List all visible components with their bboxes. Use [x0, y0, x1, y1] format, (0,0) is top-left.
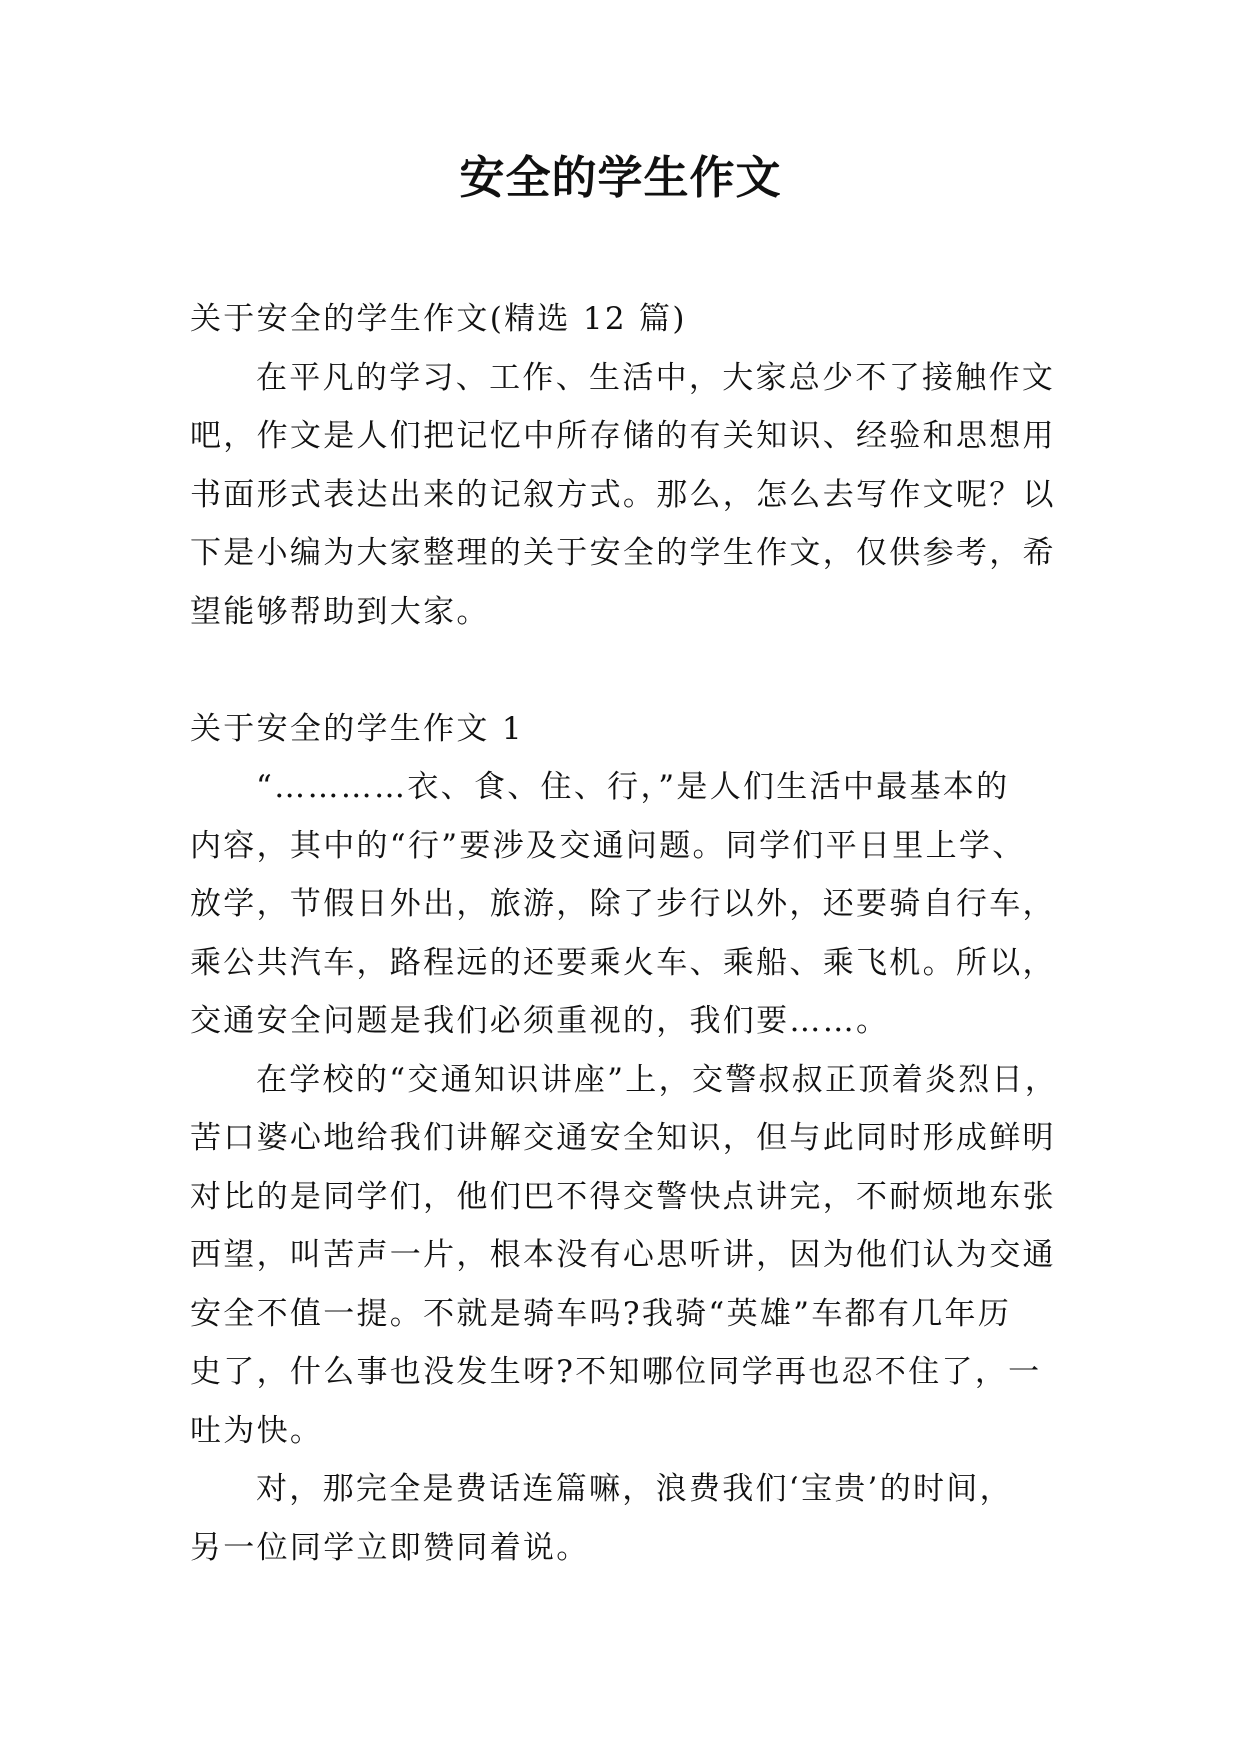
section-heading: 关于安全的学生作文 1 — [190, 710, 524, 747]
text-line: 吐为快。 — [190, 1412, 324, 1449]
text-line: 另一位同学立即赞同着说。 — [190, 1529, 590, 1566]
text-line: “…………衣、食、住、行，”是人们生活中最基本的 — [256, 769, 1010, 805]
text-line: 放学，节假日外出，旅游，除了步行以外，还要骑自行车， — [190, 886, 1056, 922]
text-line: 对比的是同学们，他们巴不得交警快点讲完，不耐烦地东张 — [190, 1178, 1056, 1215]
text-line: 对，那完全是费话连篇嘛，浪费我们‘宝贵’的时间， — [256, 1471, 1013, 1507]
paragraph-2 — [190, 1051, 1065, 1461]
intro-paragraph — [190, 349, 1065, 642]
text-line: 乘公共汽车，路程远的还要乘火车、乘船、乘飞机。所以， — [190, 944, 1056, 981]
text-line: 下是小编为大家整理的关于安全的学生作文，仅供参考，希 — [190, 535, 1056, 571]
paragraph-3 — [190, 1460, 1065, 1577]
text-line: 安全不值一提。不就是骑车吗?我骑“英雄”车都有几年历 — [190, 1295, 1012, 1332]
document-body — [190, 290, 1065, 1577]
document-title: 安全的学生作文 — [459, 151, 782, 204]
text-line: 史了，什么事也没发生呀?不知哪位同学再也忍不住了，一 — [190, 1354, 1042, 1390]
text-line: 在平凡的学习、工作、生活中，大家总少不了接触作文 — [256, 359, 1056, 396]
text-line: 苦口婆心地给我们讲解交通安全知识，但与此同时形成鲜明 — [190, 1120, 1056, 1156]
text-line: 书面形式表达出来的记叙方式。那么，怎么去写作文呢？以 — [190, 476, 1056, 513]
text-line: 吧，作文是人们把记忆中所存储的有关知识、经验和思想用 — [190, 418, 1056, 454]
text-line: 望能够帮助到大家。 — [190, 593, 490, 630]
text-line: 内容，其中的“行”要涉及交通问题。同学们平日里上学、 — [190, 827, 1026, 864]
text-line: 西望，叫苦声一片，根本没有心思听讲，因为他们认为交通 — [190, 1237, 1056, 1273]
paragraph-1 — [190, 758, 1065, 1051]
section-spacer — [190, 641, 1065, 700]
text-line: 在学校的“交通知识讲座”上，交警叔叔正顶着炎烈日， — [256, 1061, 1059, 1098]
text-line: 交通安全问题是我们必须重视的，我们要……。 — [190, 1003, 890, 1039]
subtitle: 关于安全的学生作文(精选 12 篇) — [190, 301, 687, 337]
